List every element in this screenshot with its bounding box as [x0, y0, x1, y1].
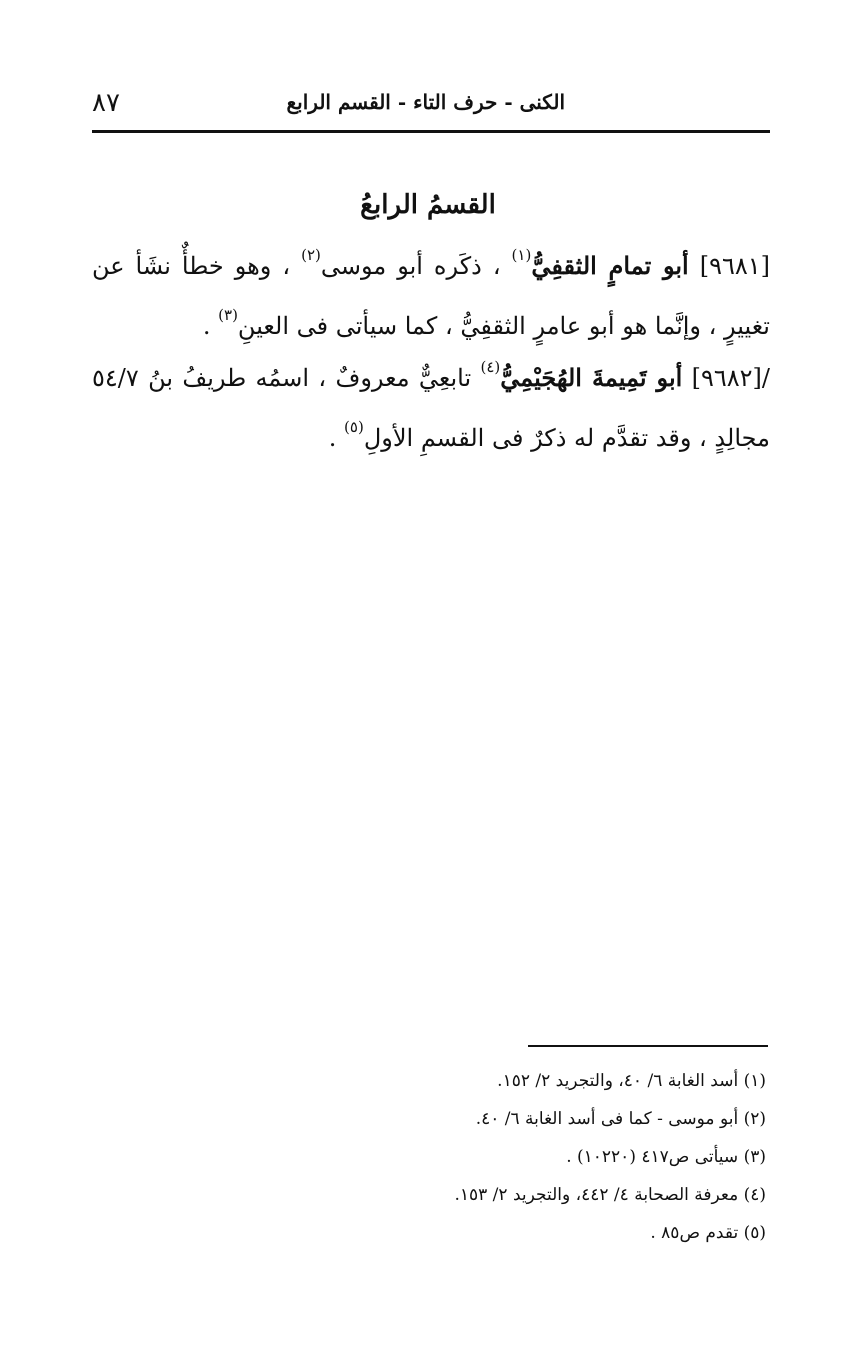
running-head	[92, 82, 770, 126]
entry-line	[92, 296, 770, 356]
entry-number: [٩٦٨١]	[688, 252, 770, 280]
footnote-rule	[528, 1045, 768, 1047]
entry-line	[92, 236, 770, 296]
running-title: الكنى - حرف التاء - القسم الرابع	[286, 90, 565, 114]
entry-9681	[92, 236, 770, 356]
footnote-ref[interactable]: (٥)	[344, 418, 364, 436]
margin-reference: ٥٤/٧	[92, 364, 149, 392]
footnotes	[126, 1062, 766, 1252]
footnote: (٤) معرفة الصحابة ٤/ ٤٤٢، والتجريد ٢/ ١٥٣.	[454, 1185, 766, 1205]
entry-text: ، ذكَره أبو موسى	[320, 252, 512, 280]
entry-text: ، وهو خطأٌ نشَأ عن	[92, 252, 302, 280]
entry-text: .	[328, 424, 345, 452]
page-number: ٨٧	[92, 88, 120, 118]
entry-name: أبو تَمِيمةَ الهُجَيْمِيُّ	[500, 363, 683, 392]
entry-number: /[٩٦٨٢]	[682, 364, 770, 392]
footnote: (١) أسد الغابة ٦/ ٤٠، والتجريد ٢/ ١٥٢.	[497, 1071, 766, 1091]
footnote-ref[interactable]: (٤)	[480, 358, 501, 376]
entry-name: أبو تمامٍ الثقفِيُّ	[531, 251, 689, 280]
entry-text: تابعِيٌّ معروفٌ ، اسمُه طريفُ بنُ	[148, 364, 481, 392]
footnote-ref[interactable]: (٢)	[301, 246, 321, 264]
section-title: القسمُ الرابعُ	[360, 190, 496, 220]
footnote-ref[interactable]: (٣)	[218, 306, 238, 324]
entry-text: تغييرٍ ، وإنَّما هو أبو عامرٍ الثقفِيُّ ، كما سيأتى فى العينِ	[237, 312, 770, 340]
header-rule	[92, 130, 770, 133]
entry-text: .	[202, 312, 219, 340]
footnote: (٣) سيأتى ص٤١٧ (١٠٢٢٠) .	[566, 1147, 766, 1167]
footnote: (٢) أبو موسى - كما فى أسد الغابة ٦/ ٤٠.	[475, 1109, 766, 1129]
entry-line	[92, 348, 770, 408]
entry-line	[92, 408, 770, 468]
entry-text: مجالِدٍ ، وقد تقدَّم له ذكرٌ فى القسمِ الأولِ	[363, 424, 770, 452]
footnote-ref[interactable]: (١)	[511, 246, 532, 264]
entry-9682	[92, 348, 770, 468]
footnote: (٥) تقدم ص٨٥ .	[650, 1223, 766, 1243]
